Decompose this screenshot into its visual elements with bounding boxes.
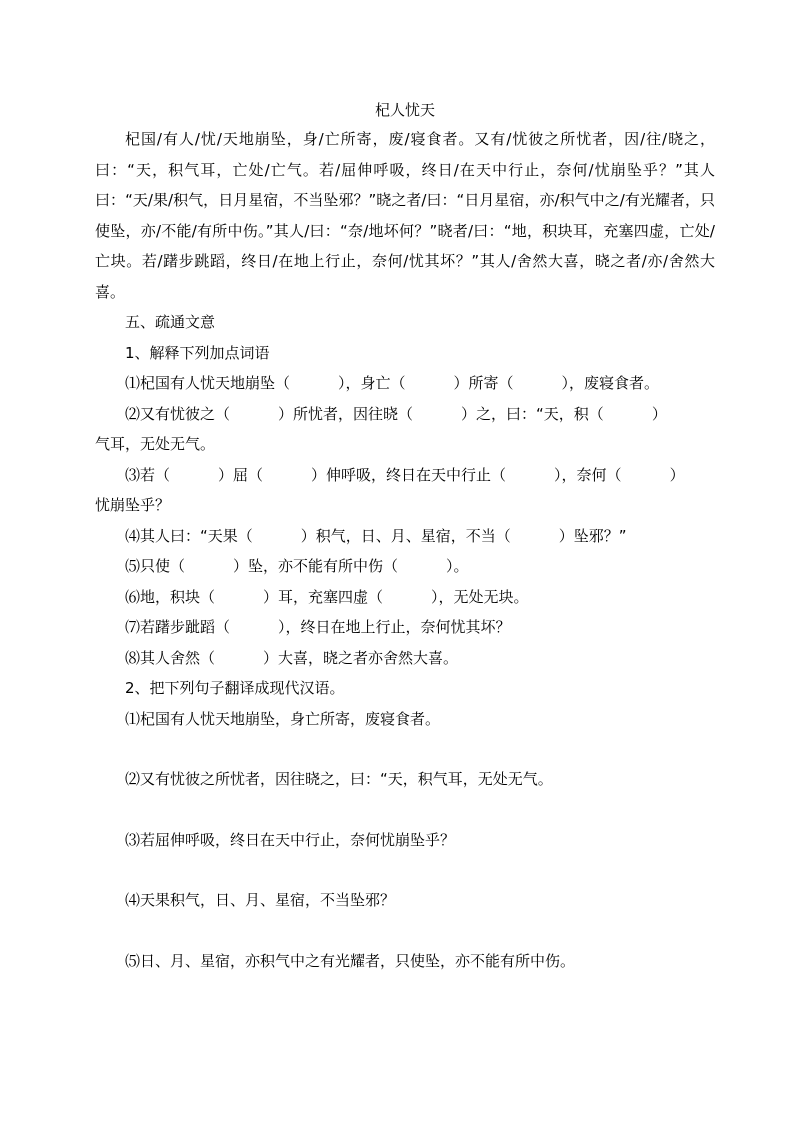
q2-sentence-2: ⑵又有忧彼之所忧者，因往晓之，曰：“天，积气耳，无处无气。 — [125, 770, 553, 788]
q1-item-3-text-c: ）伸呼吸，终日在天中行止（ — [311, 465, 507, 484]
q1-item-1 — [95, 368, 715, 399]
page-title: 杞人忧天 — [374, 101, 435, 119]
q1-item-2-text-a: ⑵又有忧彼之（ — [125, 404, 231, 423]
q1-item-1-text-d: ），废寝食者。 — [561, 374, 660, 392]
q1-item-5-text-b: ）坠，亦不能有所中伤（ — [233, 557, 399, 575]
q1-item-4-text-c: ）坠邪？” — [558, 526, 627, 545]
question-1-heading: 1、解释下列加点词语 — [125, 343, 270, 362]
answer-space[interactable] — [95, 855, 715, 885]
q1-item-5-text-a: ⑸只使（ — [125, 557, 186, 575]
q1-item-3-text-d: ），奈何（ — [554, 465, 622, 484]
q2-sentence-1: ⑴杞国有人忧天地崩坠，身亡所寄，废寝食者。 — [125, 709, 441, 728]
answer-space[interactable] — [95, 795, 715, 825]
q1-item-5 — [95, 551, 715, 582]
answer-space[interactable] — [95, 734, 715, 764]
q1-item-6-text-c: ），无处无块。 — [431, 587, 529, 606]
q1-item-6-text-a: ⑹地，积块（ — [125, 587, 216, 606]
q1-item-8-text-a: ⑻其人舍然（ — [125, 648, 216, 667]
q1-item-6-text-b: ）耳，充塞四虚（ — [263, 587, 384, 606]
q1-item-6 — [95, 582, 715, 613]
answer-space[interactable] — [95, 916, 715, 946]
q2-sentence-3: ⑶若屈伸呼吸，终日在天中行止，奈何忧崩坠乎？ — [125, 830, 456, 849]
q1-item-1-text-a: ⑴杞国有人忧天地崩坠（ — [125, 374, 291, 392]
q2-sentence-5: ⑸日、月、星宿，亦积气中之有光耀者，只使坠，亦不能有所中伤。 — [125, 951, 576, 970]
q1-item-1-text-c: ）所寄（ — [453, 374, 514, 392]
q1-item-7 — [95, 612, 715, 643]
q2-sentence-4: ⑷天果积气，日、月、星宿，不当坠邪？ — [125, 891, 396, 909]
q1-item-2 — [95, 399, 715, 460]
q1-item-4-text-b: ）积气，日、月、星宿，不当（ — [300, 526, 511, 545]
q1-item-2-text-e: 气耳，无处无气。 — [95, 435, 216, 453]
q1-item-7-text-a: ⑺若躇步跐蹈（ — [125, 618, 231, 636]
q1-item-3-text-e: ） — [669, 465, 685, 484]
q1-item-3-text-b: ）屈（ — [218, 465, 264, 484]
q1-item-3-text-a: ⑶若（ — [125, 465, 171, 484]
q1-item-2-text-c: ）之，曰：“天，积（ — [461, 404, 604, 423]
worksheet-page — [95, 98, 715, 976]
classical-passage: 杞国/有人/忧/天地崩坠，身/亡所寄，废/寝食者。又有/忧彼之所忧者，因/往/晓之，曰：“天，积气耳，亡处/亡气。若/屈伸呼吸，终日/在天中行止，奈何/忧崩坠乎？”其人曰：“天/果/积气，日月星宿，不当坠邪？”晓之者/曰：“日月星宿，亦/积气中之/有光耀者，只使坠，亦/不能/有所中伤。”其人/曰：“奈/地坏何？”晓者/曰：“地，积块耳，充塞四虚，亡处/亡块。若/躇步跳蹈，终日/在地上行止，奈何/忧其坏？”其人/舍然大喜，晓之者/亦/舍然大喜。 — [95, 130, 715, 301]
q1-item-2-text-d: ） — [651, 404, 667, 423]
q1-item-8 — [95, 643, 715, 674]
q1-item-7-text-b: ），终日在地上行止，奈何忧其坏？ — [278, 618, 511, 636]
section-heading: 五、疏通文意 — [125, 313, 216, 331]
question-2-heading: 2、把下列句子翻译成现代汉语。 — [125, 679, 345, 697]
q1-item-3-text-f: 忧崩坠乎？ — [95, 496, 171, 514]
q1-item-8-text-b: ）大喜，晓之者亦舍然大喜。 — [263, 648, 459, 667]
q1-item-2-text-b: ）所忧者，因往晓（ — [278, 404, 414, 423]
q1-item-5-text-c: ）。 — [446, 557, 469, 575]
q1-item-4 — [95, 521, 715, 552]
q1-item-1-text-b: ），身亡（ — [338, 374, 406, 392]
q1-item-4-text-a: ⑷其人曰：“天果（ — [125, 526, 253, 545]
q1-item-3 — [95, 460, 715, 521]
